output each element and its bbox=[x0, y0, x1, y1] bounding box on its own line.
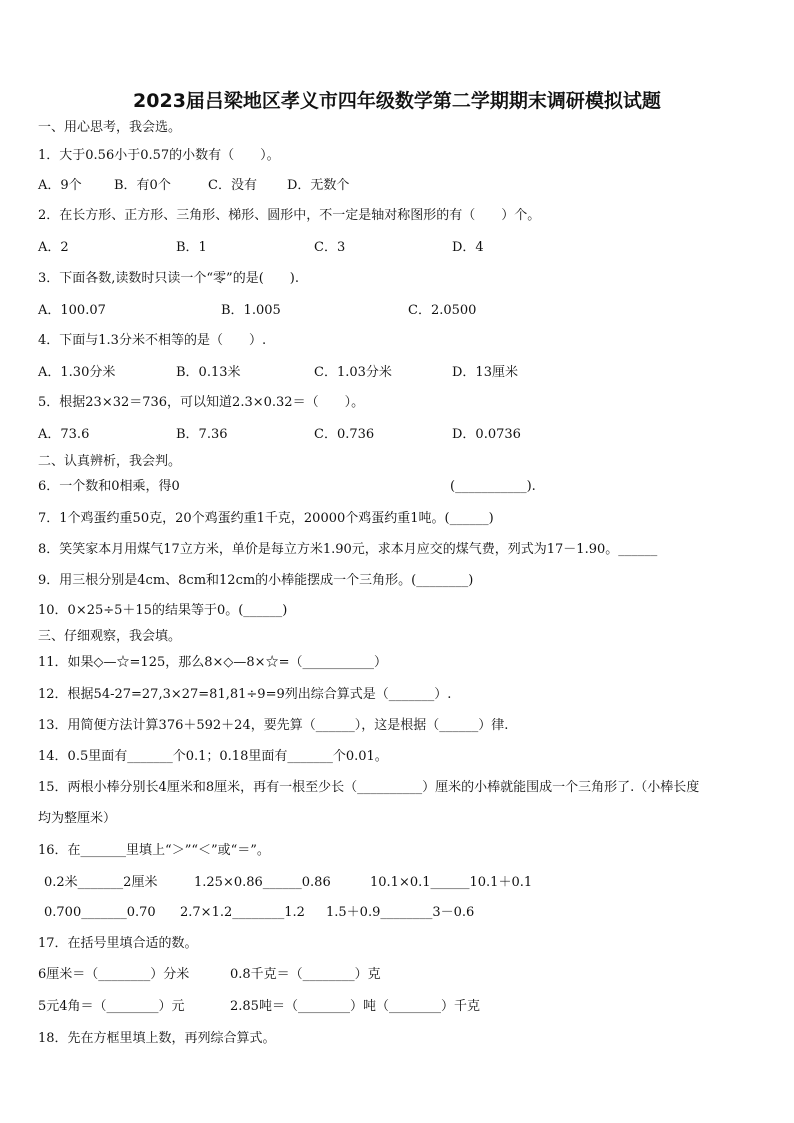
question-14: 14．0.5里面有_______个0.1；0.18里面有_______个0.01。 bbox=[38, 749, 388, 764]
question-2: 2．在长方形、正方形、三角形、梯形、圆形中，不一定是轴对称图形的有（ ）个。 bbox=[38, 208, 541, 223]
q3-option-c: C．2.0500 bbox=[408, 303, 477, 318]
section-heading-2: 二、认真辨析，我会判。 bbox=[38, 454, 182, 469]
q16-compare-3: 10.1×0.1______10.1＋0.1 bbox=[370, 875, 533, 890]
q16-compare-6: 1.5＋0.9________3－0.6 bbox=[326, 905, 475, 920]
q16-compare-2: 1.25×0.86______0.86 bbox=[194, 875, 331, 890]
question-13: 13．用简便方法计算376＋592＋24，要先算（______），这是根据（______）律. bbox=[38, 718, 509, 733]
question-1: 1．大于0.56小于0.57的小数有（ ）。 bbox=[38, 148, 280, 163]
q16-compare-5: 2.7×1.2________1.2 bbox=[180, 905, 305, 920]
q5-option-c: C．0.736 bbox=[314, 427, 375, 442]
q1-option-d: D．无数个 bbox=[287, 178, 350, 193]
q4-option-d: D．13厘米 bbox=[452, 365, 518, 380]
q3-option-a: A．100.07 bbox=[38, 303, 106, 318]
question-18: 18．先在方框里填上数，再列综合算式。 bbox=[38, 1031, 276, 1046]
question-3: 3．下面各数,读数时只读一个“零”的是( ). bbox=[38, 271, 299, 286]
question-17: 17．在括号里填合适的数。 bbox=[38, 936, 198, 951]
question-15-line-1: 15．两根小棒分别长4厘米和8厘米，再有一根至少长（__________）厘米的小棒就能围成一个三角形了.（小棒长度 bbox=[38, 780, 700, 795]
q2-option-a: A．2 bbox=[38, 240, 69, 255]
q3-option-b: B．1.005 bbox=[221, 303, 281, 318]
q5-option-d: D．0.0736 bbox=[452, 427, 521, 442]
q17-convert-3: 5元4角＝（________）元 bbox=[38, 999, 185, 1014]
section-heading-3: 三、仔细观察，我会填。 bbox=[38, 629, 182, 644]
q4-option-b: B．0.13米 bbox=[176, 365, 241, 380]
question-16: 16．在_______里填上“＞”“＜”或“＝”。 bbox=[38, 843, 270, 858]
question-9: 9．用三根分别是4cm、8cm和12cm的小棒能摆成一个三角形。(________) bbox=[38, 573, 474, 588]
q1-option-a: A．9个 bbox=[38, 178, 82, 193]
q1-option-c: C．没有 bbox=[208, 178, 257, 193]
question-4: 4．下面与1.3分米不相等的是（ ）. bbox=[38, 333, 267, 348]
question-12: 12．根据54-27=27,3×27=81,81÷9=9列出综合算式是（_______）. bbox=[38, 687, 452, 702]
q17-convert-2: 0.8千克＝（________）克 bbox=[230, 967, 381, 982]
question-11: 11．如果◇—☆=125，那么8×◇—8×☆=（___________） bbox=[38, 655, 387, 670]
q1-option-b: B．有0个 bbox=[114, 178, 171, 193]
q2-option-d: D．4 bbox=[452, 240, 484, 255]
q5-option-a: A．73.6 bbox=[38, 427, 90, 442]
question-8: 8．笑笑家本月用煤气17立方米，单价是每立方米1.90元，求本月应交的煤气费，列式为17－1.90。______ bbox=[38, 542, 658, 557]
page-title: 2023届吕梁地区孝义市四年级数学第二学期期末调研模拟试题 bbox=[133, 90, 661, 112]
q6-answer-blank: (___________). bbox=[450, 479, 536, 494]
q2-option-c: C．3 bbox=[314, 240, 346, 255]
q2-option-b: B．1 bbox=[176, 240, 207, 255]
section-heading-1: 一、用心思考，我会选。 bbox=[38, 120, 182, 135]
q17-convert-1: 6厘米＝（________）分米 bbox=[38, 967, 190, 982]
question-5: 5．根据23×32＝736，可以知道2.3×0.32＝（ ）。 bbox=[38, 395, 365, 410]
question-6: 6．一个数和0相乘，得0 bbox=[38, 479, 180, 494]
question-15-line-2: 均为整厘米） bbox=[38, 811, 117, 826]
q17-convert-4: 2.85吨＝（________）吨（________）千克 bbox=[230, 999, 480, 1014]
q4-option-a: A．1.30分米 bbox=[38, 365, 116, 380]
q4-option-c: C．1.03分米 bbox=[314, 365, 392, 380]
question-10: 10．0×25÷5＋15的结果等于0。(______) bbox=[38, 603, 288, 618]
q5-option-b: B．7.36 bbox=[176, 427, 228, 442]
question-7: 7．1个鸡蛋约重50克，20个鸡蛋约重1千克，20000个鸡蛋约重1吨。(______) bbox=[38, 511, 494, 526]
q16-compare-1: 0.2米_______2厘米 bbox=[44, 875, 158, 890]
q16-compare-4: 0.700_______0.70 bbox=[44, 905, 156, 920]
